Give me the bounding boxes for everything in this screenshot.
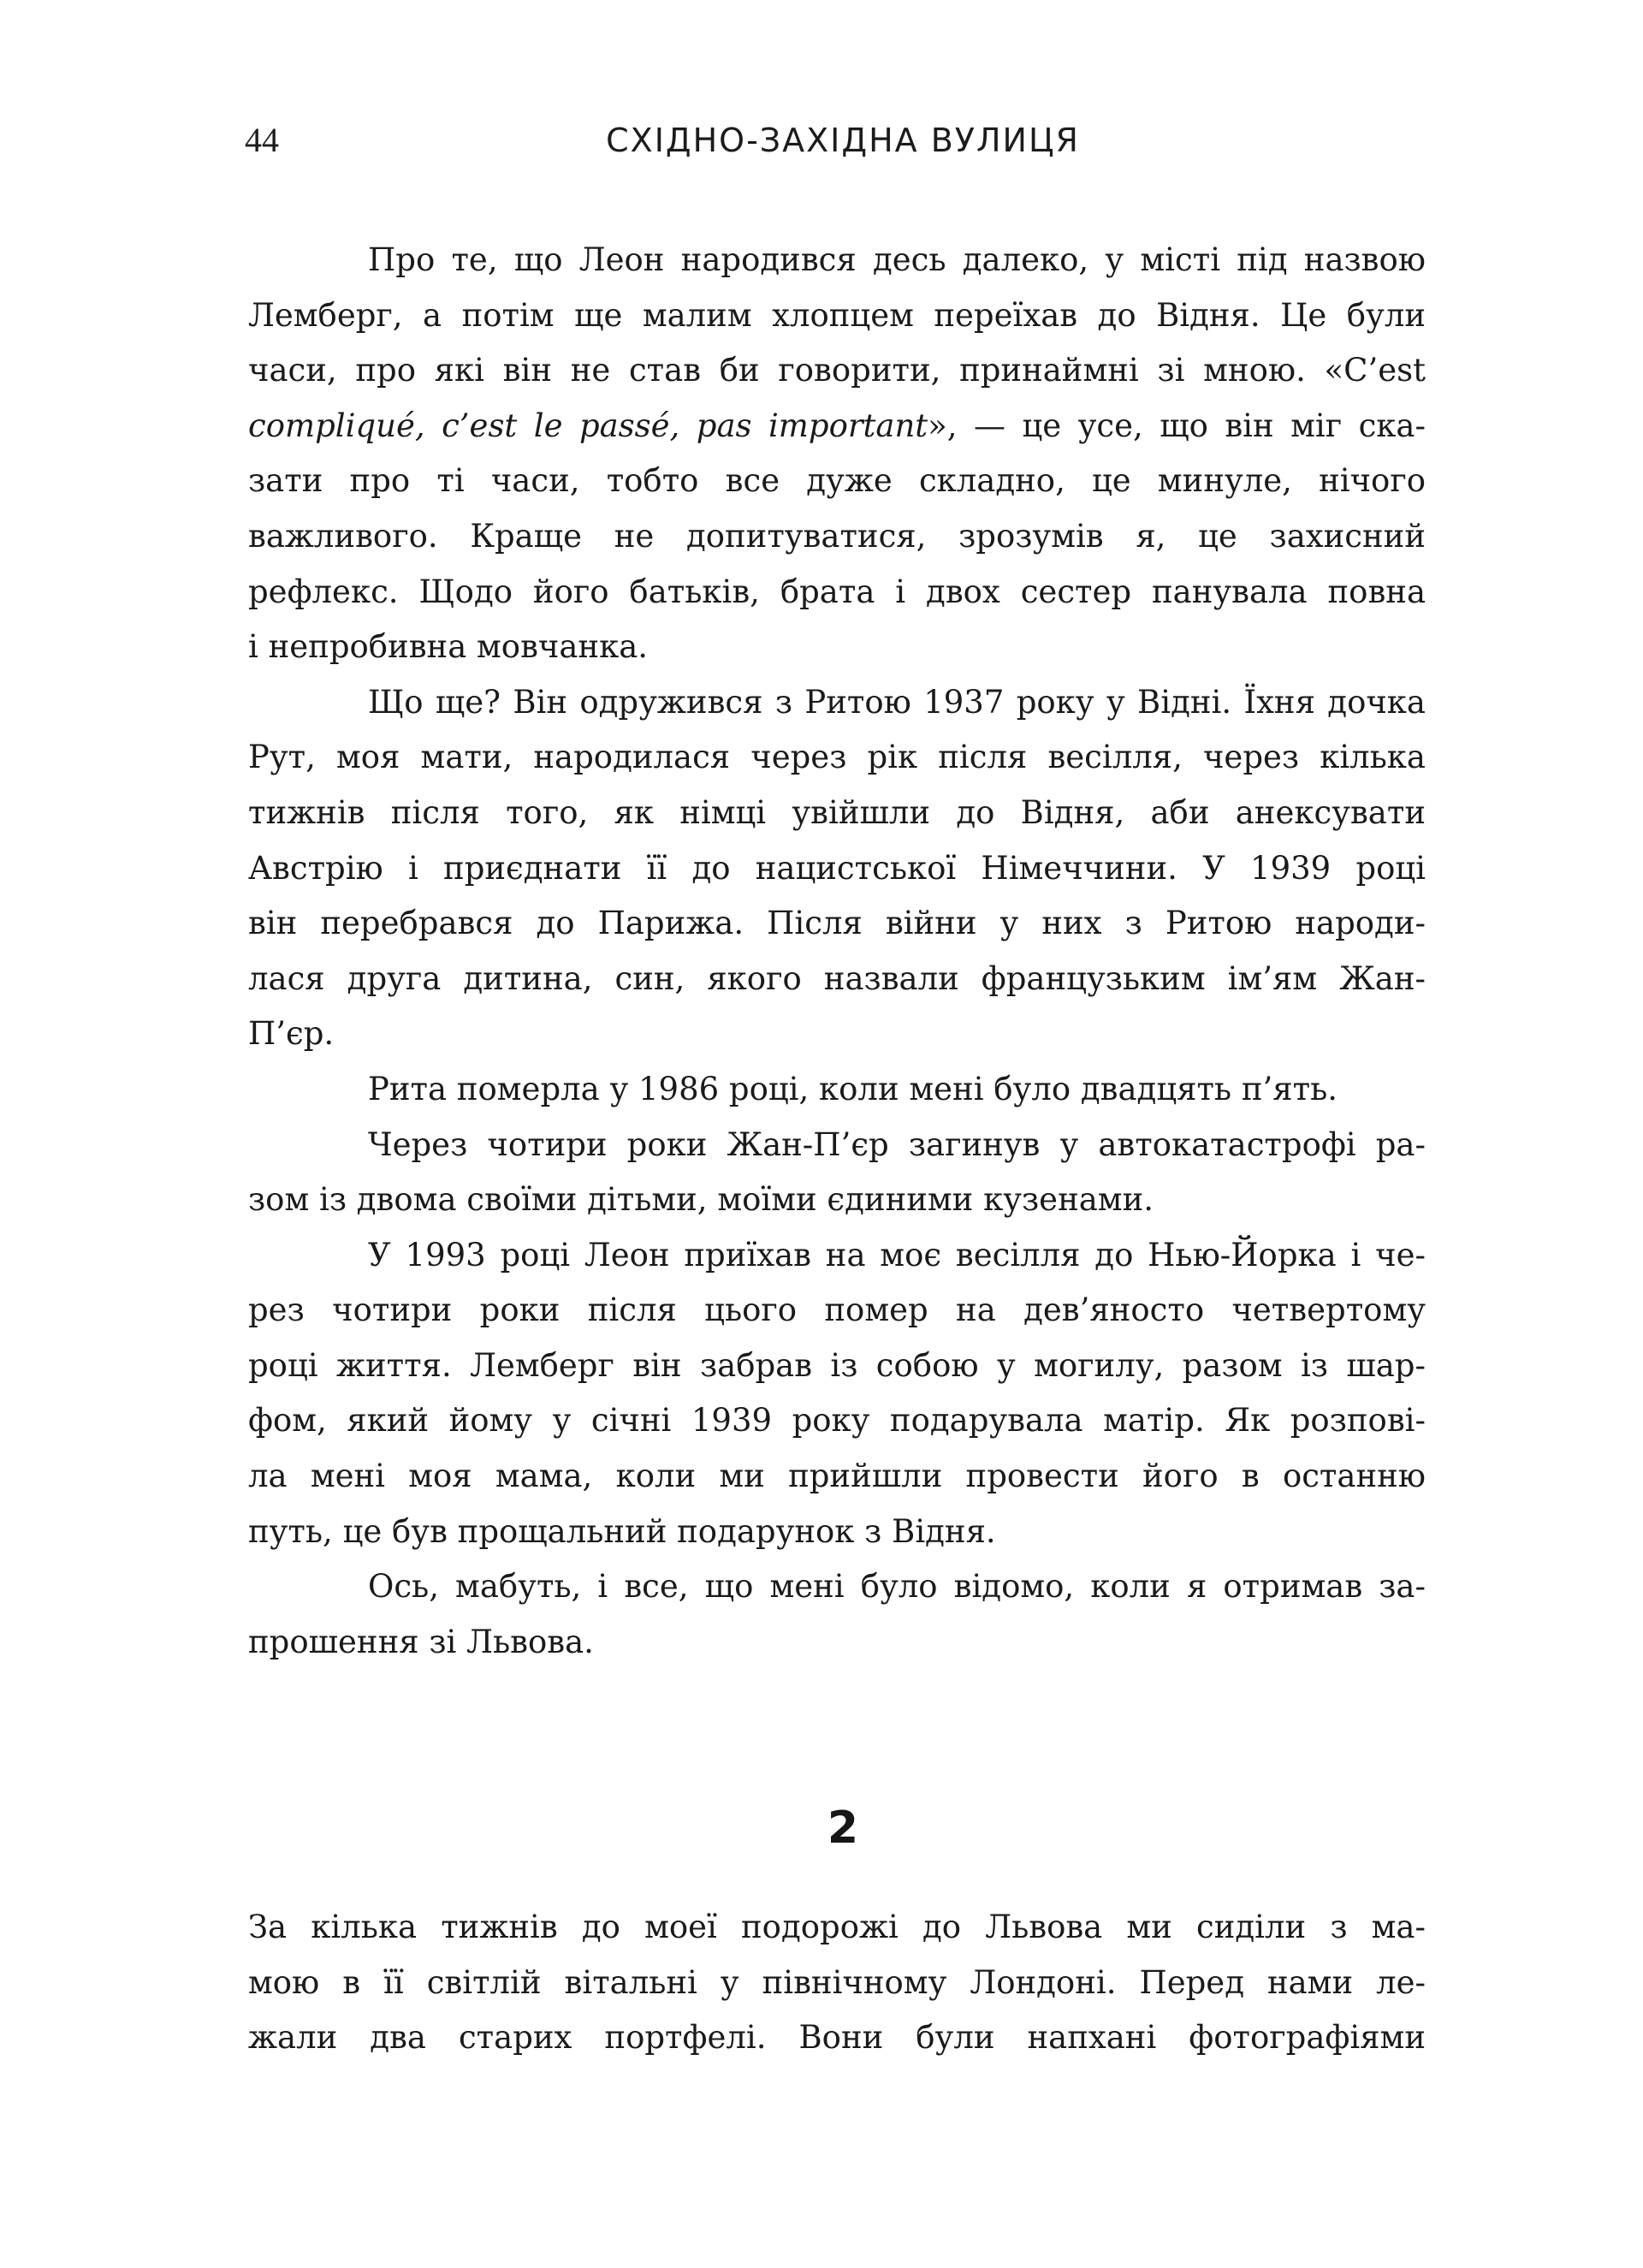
text-fragment: », — це усе, що він міг ска- [928,407,1426,444]
text-line: Про те, що Леон народився десь далеко, у місті під назвою [368,241,1426,278]
paragraph [248,1559,1426,1670]
text-line: Що ще? Він одружився з Ритою 1937 року у Відні. Їхня дочка [368,683,1426,721]
running-title: СХІДНО-ЗАХІДНА ВУЛИЦЯ [606,122,1080,159]
paragraph [248,233,1426,675]
text-line: прошення зі Львова. [248,1623,594,1660]
text-line: важливого. Краще не допитуватися, зрозумів я, це захисний [248,517,1426,555]
text-line: Рита померла у 1986 році, коли мені було двадцять п’ять. [368,1070,1338,1107]
text-line: фом, який йому у січні 1939 року подарувала матір. Як розпові- [248,1402,1426,1440]
text-line: і непробивна мовчанка. [248,628,649,666]
paragraph [248,1118,1426,1228]
text-line: У 1993 році Леон приїхав на моє весілля до Нью-Йорка і че- [368,1236,1426,1274]
text-line: рефлекс. Щодо його батьків, брата і двох сестер панувала повна [248,573,1426,610]
italic-french-quote: compliqué, c’est le passé, pas important [248,407,928,444]
body-text [248,233,1426,1670]
text-line: ла мені моя мама, коли ми прийшли провести його в останню [248,1458,1426,1495]
text-line: часи, про які він не став би говорити, принаймні зі мною. «C’est [248,352,1426,389]
text-line: мою в її світлій вітальні у північному Лондоні. Перед нами ле- [248,1963,1426,2001]
paragraph [248,675,1426,1062]
text-line: тижнів після того, як німці увійшли до Відня, аби анексувати [248,793,1426,831]
text-line: Через чотири роки Жан-П’єр загинув у автокатастрофі ра- [368,1125,1426,1163]
text-line: Австрію і приєднати її до нацистської Німеччини. У 1939 році [248,849,1426,887]
text-line: зати про ті часи, тобто все дуже складно, це минуле, нічого [248,462,1426,500]
text-line: році життя. Лемберг він забрав із собою у могилу, разом із шар- [248,1346,1426,1384]
text-line: жали два старих портфелі. Вони були напхані фотографіями [248,2019,1426,2057]
paragraph [248,1228,1426,1560]
text-line: він перебрався до Парижа. Після війни у них з Ритою народи- [248,905,1426,942]
text-line-with-italic [248,399,1426,454]
text-line: Рут, моя мати, народилася через рік після весілля, через кілька [248,739,1426,776]
text-line: Лемберг, а потім ще малим хлопцем переїхав до Відня. Це були [248,296,1426,334]
text-line: П’єр. [248,1015,335,1053]
text-line: путь, це був прощальний подарунок з Відня. [248,1512,996,1550]
chapter-number: 2 [827,1802,859,1854]
text-line: Ось, мабуть, і все, що мені було відомо, коли я отримав за- [368,1568,1426,1606]
text-line: рез чотири роки після цього помер на дев’яносто четвертому [248,1291,1426,1329]
page-number: 44 [245,121,279,159]
chapter-opening-text [248,1900,1426,2066]
text-line: зом із двома своїми дітьми, моїми єдиними кузенами. [248,1181,1154,1219]
text-line: За кілька тижнів до моеї подорожі до Львова ми сиділи з ма- [248,1909,1426,1945]
paragraph [248,1062,1426,1118]
text-line: лася друга дитина, син, якого назвали французьким ім’ям Жан- [248,959,1426,997]
